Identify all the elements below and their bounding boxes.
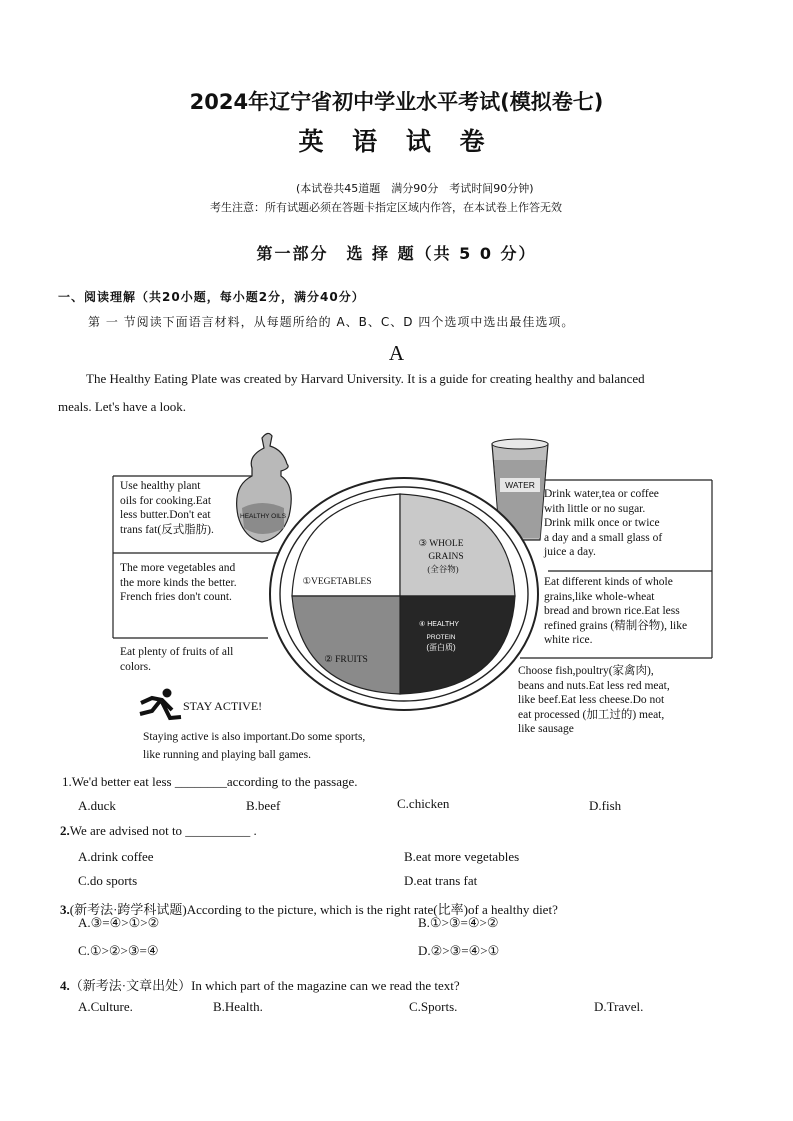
fruits-description <box>120 645 233 674</box>
plate-grains-label-1: ③ WHOLE <box>418 539 464 549</box>
protein-line: beans and nuts.Eat less red meat, <box>518 679 670 692</box>
plate-protein-label-1: ④ HEALTHY <box>419 621 459 628</box>
grains-description <box>544 575 687 648</box>
water-line: Drink milk once or twice <box>544 517 660 529</box>
grains-line: grains,like whole-wheat <box>544 590 655 603</box>
oils-description <box>120 479 214 537</box>
question-1-option-a[interactable]: A.duck <box>78 798 116 813</box>
part-title: 第一部分 选 择 题（共 5 0 分） <box>256 244 537 263</box>
water-label: WATER <box>505 480 535 490</box>
question-3-number: 3. <box>60 902 70 917</box>
passage-label: A <box>388 341 405 365</box>
stay-active-title: STAY ACTIVE! <box>183 699 263 713</box>
question-1-option-d[interactable]: D.fish <box>589 798 622 813</box>
oil-bottle-icon <box>237 433 292 542</box>
question-4-number: 4. <box>60 978 70 993</box>
question-3-option-c[interactable]: C.①>②>③=④ <box>78 943 159 958</box>
question-1-option-c[interactable]: C.chicken <box>397 796 450 811</box>
water-line: with little or no sugar. <box>544 502 646 515</box>
protein-line: like beef.Eat less cheese.Do not <box>518 694 665 706</box>
vegetables-line: French fries don't count. <box>120 591 232 603</box>
oil-label-1: HEALTHY OILS <box>240 513 286 520</box>
plate-grains-label-2: GRAINS <box>428 552 464 562</box>
exam-subtitle: 英 语 试 卷 <box>298 127 495 156</box>
plate-fruits-label: ② FRUITS <box>324 655 368 665</box>
question-1-stem: 1.We'd better eat less ________according to the passage. <box>62 774 358 789</box>
passage-intro: The Healthy Eating Plate was created by Harvard University. It is a guide for creating healthy and balanced meals. Let's have a look. <box>58 371 645 414</box>
exam-info: (本试卷共45道题 满分90分 考试时间90分钟) <box>296 182 534 195</box>
question-2-option-d[interactable]: D.eat trans fat <box>404 873 478 888</box>
grains-line: bread and brown rice.Eat less <box>544 605 680 617</box>
water-line: a day and a small glass of <box>544 531 663 544</box>
stay-active-line: Staying active is also important.Do some sports, <box>143 731 366 743</box>
question-2-option-c[interactable]: C.do sports <box>78 873 138 888</box>
protein-description <box>518 664 670 737</box>
vegetables-line: The more vegetables and <box>120 562 236 574</box>
question-4-text: （新考法·文章出处）In which part of the magazine can we read the text? <box>69 978 460 993</box>
question-4-option-b[interactable]: B.Health. <box>213 999 263 1014</box>
oils-line: Use healthy plant <box>120 480 201 492</box>
question-3-text: (新考法·跨学科试题)According to the picture, which is the right rate(比率)of a healthy diet? <box>69 902 558 917</box>
exam-title: 2024年辽宁省初中学业水平考试(模拟卷七) <box>189 90 604 114</box>
question-2-option-a[interactable]: A.drink coffee <box>78 849 154 864</box>
question-4-option-d[interactable]: D.Travel. <box>594 999 644 1014</box>
question-4-stem <box>60 975 460 994</box>
question-4-option-a[interactable]: A.Culture. <box>78 999 133 1014</box>
running-person-icon <box>140 689 181 719</box>
vegetables-line: the more kinds the better. <box>120 576 237 589</box>
fruits-line: Eat plenty of fruits of all <box>120 646 234 658</box>
plate-vegetables-label: ①VEGETABLES <box>302 577 372 587</box>
grains-line: Eat different kinds of whole <box>544 576 673 588</box>
protein-line: like sausage <box>518 723 574 735</box>
question-3-option-b[interactable]: B.①>③=④>② <box>418 915 499 930</box>
water-line: Drink water,tea or coffee <box>544 488 659 500</box>
stay-active-line: like running and playing ball games. <box>143 749 311 761</box>
plate-protein-label-2: PROTEIN <box>426 634 456 641</box>
plate-protein-section <box>400 596 515 694</box>
vegetables-description <box>120 561 237 605</box>
question-2-number: 2. <box>60 823 70 838</box>
oils-line: oils for cooking.Eat <box>120 494 212 507</box>
plate-fruits-section <box>292 596 400 694</box>
question-3-option-d[interactable]: D.②>③=④>① <box>418 943 500 958</box>
section-heading: 一、阅读理解（共20小题，每小题2分，满分40分） <box>58 290 365 304</box>
grains-line: white rice. <box>544 634 593 646</box>
question-4-option-c[interactable]: C.Sports. <box>409 999 458 1014</box>
plate <box>270 478 538 710</box>
exam-notice: 考生注意：所有试题必须在答题卡指定区域内作答，在本试卷上作答无效 <box>210 201 562 214</box>
question-3-option-a[interactable]: A.③=④>①>② <box>78 915 160 930</box>
grains-line: refined grains (精制谷物), like <box>544 619 688 632</box>
protein-line: Choose fish,poultry(家禽肉), <box>518 665 654 677</box>
oils-line: less butter.Don't eat <box>120 509 211 521</box>
water-line: juice a day. <box>544 546 596 558</box>
oils-line: trans fat(反式脂肪). <box>120 523 214 536</box>
stay-active-description <box>143 728 365 764</box>
section-instruction: 第 一 节阅读下面语言材料，从每题所给的 A、B、C、D 四个选项中选出最佳选项。 <box>88 315 575 329</box>
fruits-line: colors. <box>120 660 151 673</box>
protein-line: eat processed (加工过的) meat, <box>518 708 665 721</box>
question-2-option-b[interactable]: B.eat more vegetables <box>404 849 520 864</box>
plate-grains-label-3: (全谷物) <box>427 564 459 574</box>
question-2-stem <box>60 823 257 839</box>
question-1-option-b[interactable]: B.beef <box>246 798 281 813</box>
question-2-text: We are advised not to __________ . <box>69 823 257 838</box>
water-description <box>544 487 662 560</box>
plate-protein-label-3: (蛋白质) <box>426 643 456 652</box>
